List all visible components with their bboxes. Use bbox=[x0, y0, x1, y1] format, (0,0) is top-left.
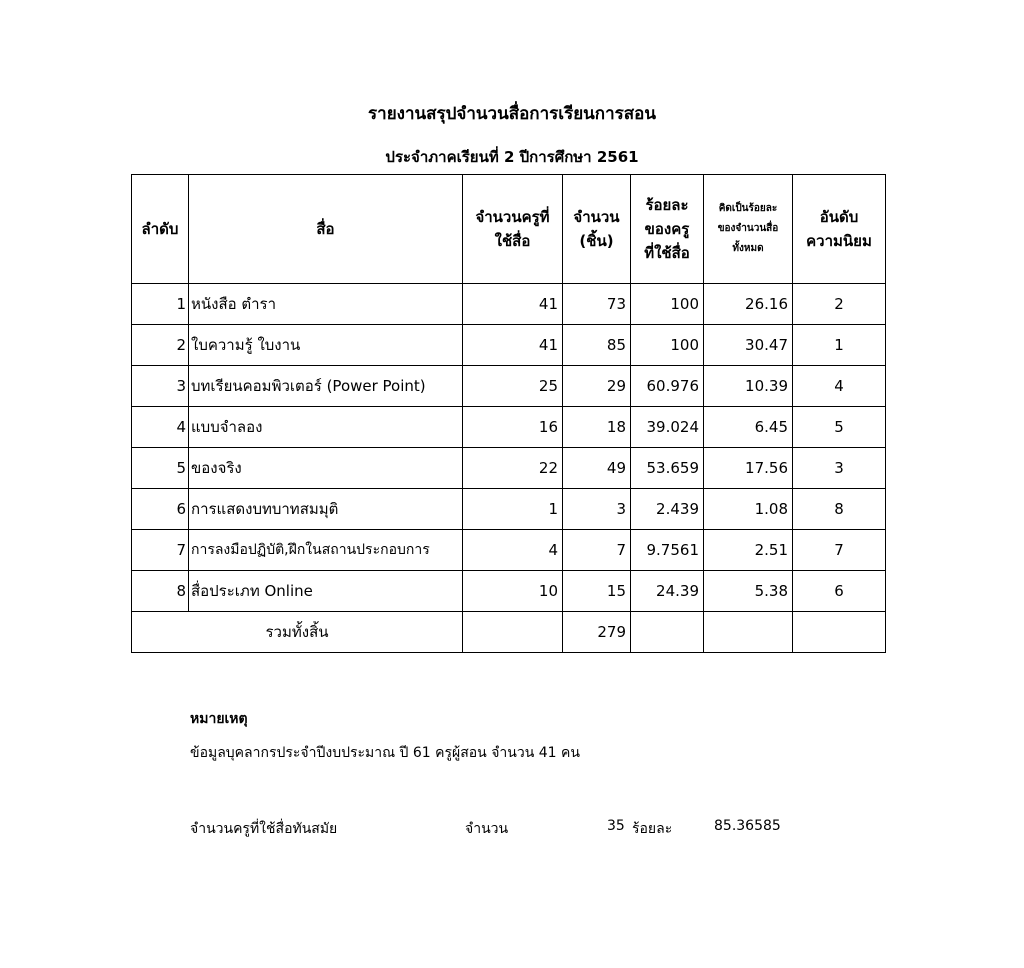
cell-pct-teachers: 53.659 bbox=[631, 448, 704, 489]
table-total-row bbox=[132, 612, 886, 653]
cell-pct-total: 30.47 bbox=[704, 325, 793, 366]
cell-pct-teachers: 60.976 bbox=[631, 366, 704, 407]
cell-pieces: 18 bbox=[563, 407, 631, 448]
cell-media-name: แบบจำลอง bbox=[189, 407, 463, 448]
cell-pct-teachers: 2.439 bbox=[631, 489, 704, 530]
cell-rank: 1 bbox=[793, 325, 886, 366]
total-rank-empty bbox=[793, 612, 886, 653]
cell-media-name: บทเรียนคอมพิวเตอร์ (Power Point) bbox=[189, 366, 463, 407]
cell-rank: 3 bbox=[793, 448, 886, 489]
header-pieces: จำนวน (ชิ้น) bbox=[563, 175, 631, 284]
cell-teachers: 41 bbox=[463, 325, 563, 366]
cell-seq: 4 bbox=[132, 407, 189, 448]
table-row bbox=[132, 571, 886, 612]
summary-count: 35 bbox=[607, 818, 625, 834]
table-row bbox=[132, 366, 886, 407]
cell-seq: 1 bbox=[132, 284, 189, 325]
total-teachers-empty bbox=[463, 612, 563, 653]
table-row bbox=[132, 284, 886, 325]
cell-teachers: 22 bbox=[463, 448, 563, 489]
cell-media-name: ใบความรู้ ใบงาน bbox=[189, 325, 463, 366]
notes-body: ข้อมูลบุคลากรประจำปีงบประมาณ ปี 61 ครูผู้สอน จำนวน 41 คน bbox=[190, 745, 580, 761]
report-subtitle: ประจำภาคเรียนที่ 2 ปีการศึกษา 2561 bbox=[385, 148, 639, 166]
cell-pieces: 29 bbox=[563, 366, 631, 407]
cell-rank: 8 bbox=[793, 489, 886, 530]
total-label: รวมทั้งสิ้น bbox=[132, 612, 463, 653]
cell-pieces: 85 bbox=[563, 325, 631, 366]
table-row bbox=[132, 448, 886, 489]
cell-pieces: 15 bbox=[563, 571, 631, 612]
cell-rank: 6 bbox=[793, 571, 886, 612]
cell-pct-teachers: 100 bbox=[631, 284, 704, 325]
cell-pct-teachers: 24.39 bbox=[631, 571, 704, 612]
table-row bbox=[132, 489, 886, 530]
cell-seq: 3 bbox=[132, 366, 189, 407]
cell-pct-teachers: 100 bbox=[631, 325, 704, 366]
header-pct-total: คิดเป็นร้อยละ ของจำนวนสื่อ ทั้งหมด bbox=[704, 175, 793, 284]
cell-media-name: การลงมือปฏิบัติ,ฝึกในสถานประกอบการ bbox=[189, 530, 463, 571]
cell-teachers: 4 bbox=[463, 530, 563, 571]
cell-rank: 2 bbox=[793, 284, 886, 325]
cell-pct-total: 1.08 bbox=[704, 489, 793, 530]
cell-pct-total: 6.45 bbox=[704, 407, 793, 448]
cell-media-name: สื่อประเภท Online bbox=[189, 571, 463, 612]
header-seq: ลำดับ bbox=[132, 175, 189, 284]
cell-media-name: หนังสือ ตำรา bbox=[189, 284, 463, 325]
cell-seq: 5 bbox=[132, 448, 189, 489]
report-title: รายงานสรุปจำนวนสื่อการเรียนการสอน bbox=[368, 104, 656, 124]
header-teachers: จำนวนครูที่ ใช้สื่อ bbox=[463, 175, 563, 284]
notes-heading: หมายเหตุ bbox=[190, 711, 248, 727]
total-pct-teachers-empty bbox=[631, 612, 704, 653]
table-header-row bbox=[132, 175, 886, 284]
cell-teachers: 16 bbox=[463, 407, 563, 448]
cell-seq: 2 bbox=[132, 325, 189, 366]
summary-label: จำนวนครูที่ใช้สื่อทันสมัย bbox=[190, 821, 338, 837]
cell-teachers: 10 bbox=[463, 571, 563, 612]
cell-rank: 7 bbox=[793, 530, 886, 571]
summary-count-label: จำนวน bbox=[465, 821, 509, 837]
cell-media-name: การแสดงบทบาทสมมุติ bbox=[189, 489, 463, 530]
cell-pct-teachers: 39.024 bbox=[631, 407, 704, 448]
table-row bbox=[132, 530, 886, 571]
cell-pieces: 49 bbox=[563, 448, 631, 489]
cell-seq: 7 bbox=[132, 530, 189, 571]
header-pct-teachers: ร้อยละ ของครู ที่ใช้สื่อ bbox=[631, 175, 704, 284]
cell-rank: 5 bbox=[793, 407, 886, 448]
table-row bbox=[132, 325, 886, 366]
header-rank: อันดับ ความนิยม bbox=[793, 175, 886, 284]
cell-teachers: 41 bbox=[463, 284, 563, 325]
header-media: สื่อ bbox=[189, 175, 463, 284]
cell-pct-total: 5.38 bbox=[704, 571, 793, 612]
summary-pct: 85.36585 bbox=[714, 818, 781, 834]
cell-pct-total: 26.16 bbox=[704, 284, 793, 325]
cell-pct-total: 17.56 bbox=[704, 448, 793, 489]
cell-pieces: 7 bbox=[563, 530, 631, 571]
cell-seq: 6 bbox=[132, 489, 189, 530]
cell-rank: 4 bbox=[793, 366, 886, 407]
media-summary-table bbox=[131, 174, 886, 653]
cell-pieces: 73 bbox=[563, 284, 631, 325]
cell-pct-total: 10.39 bbox=[704, 366, 793, 407]
summary-pct-label: ร้อยละ bbox=[632, 821, 673, 837]
cell-media-name: ของจริง bbox=[189, 448, 463, 489]
cell-pieces: 3 bbox=[563, 489, 631, 530]
table-row bbox=[132, 407, 886, 448]
cell-teachers: 1 bbox=[463, 489, 563, 530]
cell-seq: 8 bbox=[132, 571, 189, 612]
cell-pct-teachers: 9.7561 bbox=[631, 530, 704, 571]
total-pieces: 279 bbox=[563, 612, 631, 653]
cell-teachers: 25 bbox=[463, 366, 563, 407]
cell-pct-total: 2.51 bbox=[704, 530, 793, 571]
total-pct-total-empty bbox=[704, 612, 793, 653]
